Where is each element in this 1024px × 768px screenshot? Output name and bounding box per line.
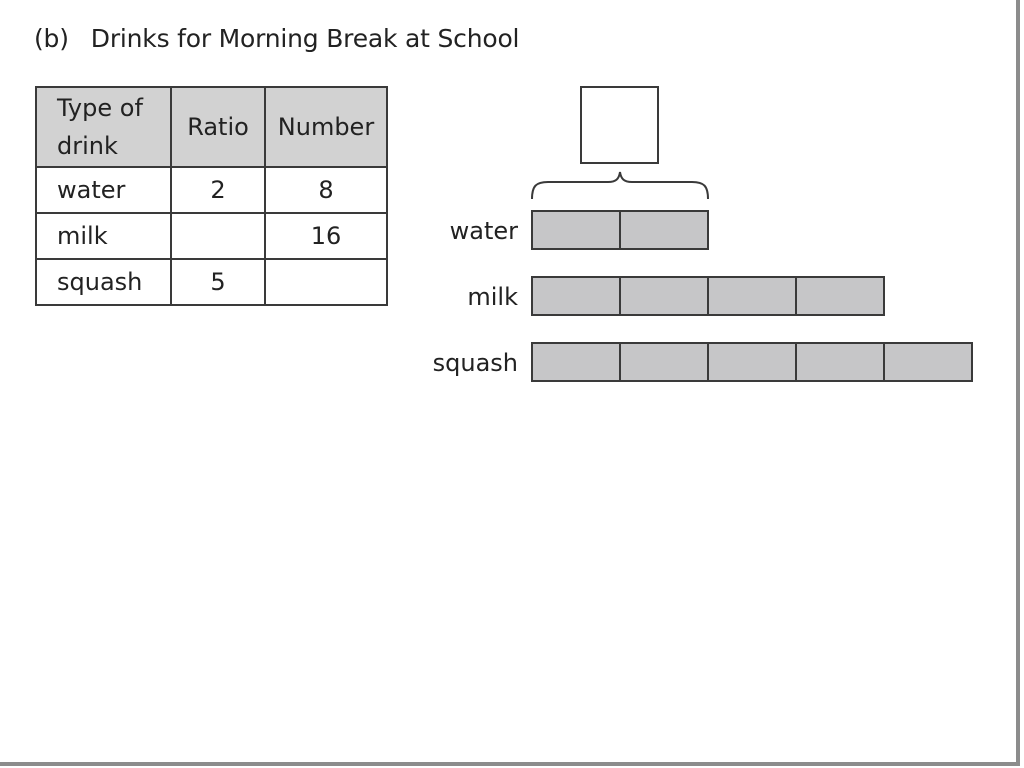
cell-type: water — [36, 167, 171, 213]
cell-ratio: 2 — [171, 167, 265, 213]
header-type-of-drink: Type of drink — [36, 87, 171, 167]
question-title: Drinks for Morning Break at School — [90, 24, 520, 53]
bar-label-squash: squash — [432, 349, 518, 377]
bar-part-water — [532, 211, 620, 249]
cell-type: milk — [36, 213, 171, 259]
bar-label-water: water — [449, 217, 518, 245]
bar-part-squash — [796, 343, 884, 381]
cell-type: squash — [36, 259, 171, 305]
bar-part-milk — [532, 277, 620, 315]
cell-number: 16 — [265, 213, 387, 259]
cell-number: 8 — [265, 167, 387, 213]
bar-label-milk: milk — [467, 283, 518, 311]
bar-part-milk — [708, 277, 796, 315]
brace — [532, 172, 708, 199]
bar-part-milk — [796, 277, 884, 315]
bar-part-milk — [620, 277, 708, 315]
bar-part-squash — [532, 343, 620, 381]
bar-part-water — [620, 211, 708, 249]
cell-ratio: 5 — [171, 259, 265, 305]
bar-part-squash — [620, 343, 708, 381]
question-part-label: (b) — [34, 24, 69, 53]
bar-part-squash — [884, 343, 972, 381]
bar-part-squash — [708, 343, 796, 381]
answer-box[interactable] — [581, 87, 658, 163]
header-number: Number — [265, 87, 387, 167]
header-ratio: Ratio — [171, 87, 265, 167]
